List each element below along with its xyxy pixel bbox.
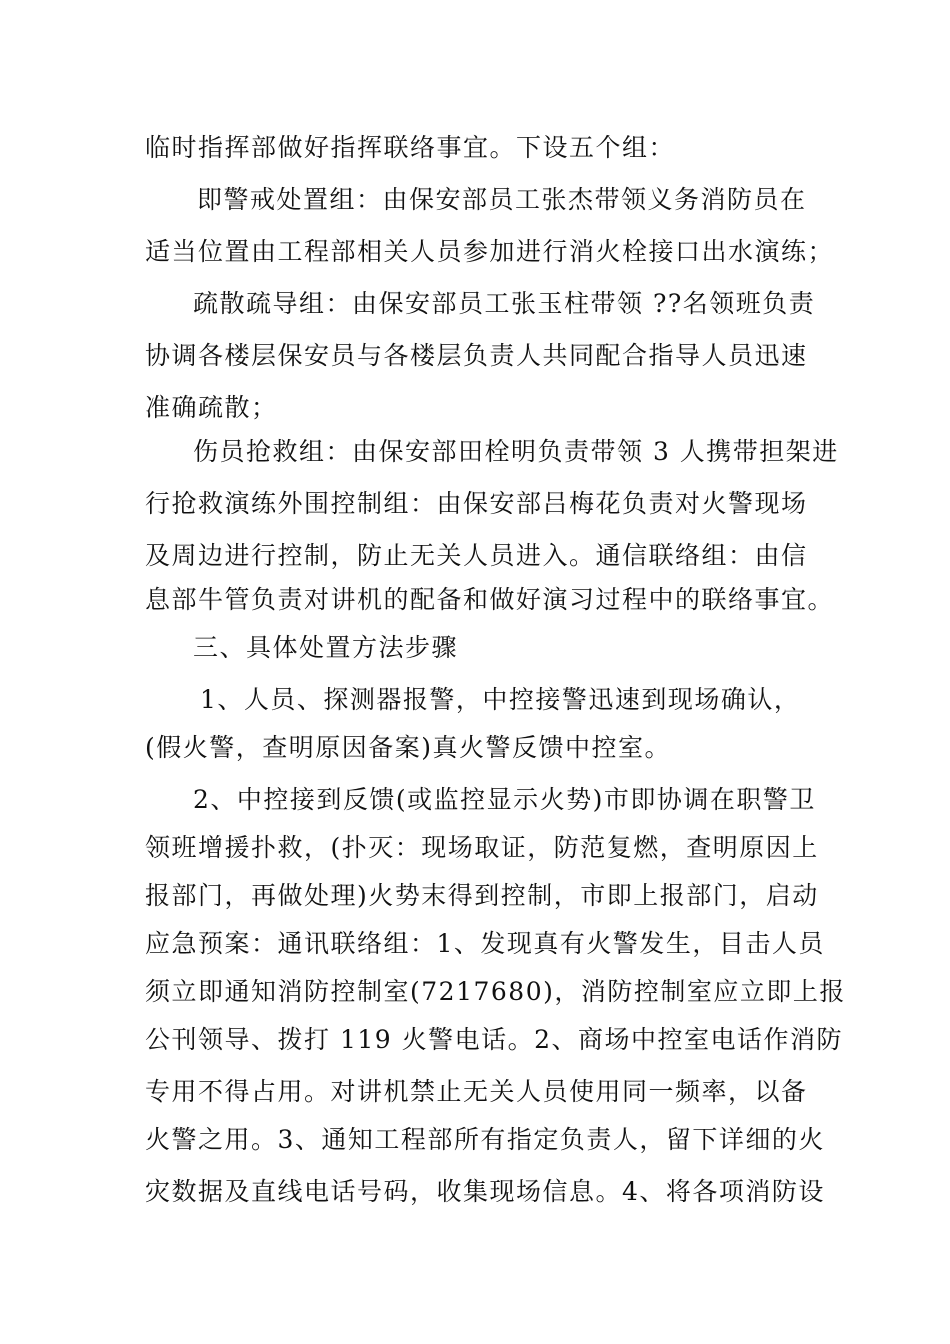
text-line: 及周边进行控制，防止无关人员进入。通信联络组：由信 [145, 541, 808, 570]
text-line: 领班增援扑救，(扑灭：现场取证，防范复燃，查明原因上 [145, 833, 819, 862]
text-line: 即警戒处置组：由保安部员工张杰带领义务消防员在 [197, 185, 807, 214]
text-line: 须立即通知消防控制室(7217680)，消防控制室应立即上报 [145, 977, 846, 1006]
text-line: 应急预案：通讯联络组：1、发现真有火警发生，目击人员 [145, 929, 825, 958]
text-line: 疏散疏导组：由保安部员工张玉柱带领 ??名领班负责 [193, 289, 816, 318]
text-line: 2、中控接到反馈(或监控显示火势)市即协调在职警卫 [193, 785, 816, 814]
text-line: 火警之用。3、通知工程部所有指定负责人，留下详细的火 [145, 1125, 825, 1154]
section-heading: 三、具体处置方法步骤 [193, 633, 459, 662]
text-line: 适当位置由工程部相关人员参加进行消火栓接口出水演练； [145, 237, 835, 266]
text-line: 专用不得占用。对讲机禁止无关人员使用同一频率，以备 [145, 1077, 808, 1106]
text-line: 息部牛管负责对讲机的配备和做好演习过程中的联络事宜。 [145, 585, 835, 614]
text-line: 准确疏散； [145, 393, 278, 422]
text-line: 伤员抢救组：由保安部田栓明负责带领 3 人携带担架进 [193, 437, 839, 466]
text-line: 临时指挥部做好指挥联络事宜。下设五个组： [145, 133, 676, 162]
text-line: 公刊领导、拨打 119 火警电话。2、商场中控室电话作消防 [145, 1025, 844, 1054]
text-line: (假火警，查明原因备案)真火警反馈中控室。 [145, 733, 672, 762]
text-line: 1、人员、探测器报警，中控接警迅速到现场确认， [200, 685, 801, 714]
text-line: 灾数据及直线电话号码，收集现场信息。4、将各项消防设 [145, 1177, 825, 1206]
text-line: 报部门，再做处理)火势末得到控制，市即上报部门，启动 [145, 881, 819, 910]
text-line: 行抢救演练外围控制组：由保安部吕梅花负责对火警现场 [145, 489, 808, 518]
text-line: 协调各楼层保安员与各楼层负责人共同配合指导人员迅速 [145, 341, 808, 370]
